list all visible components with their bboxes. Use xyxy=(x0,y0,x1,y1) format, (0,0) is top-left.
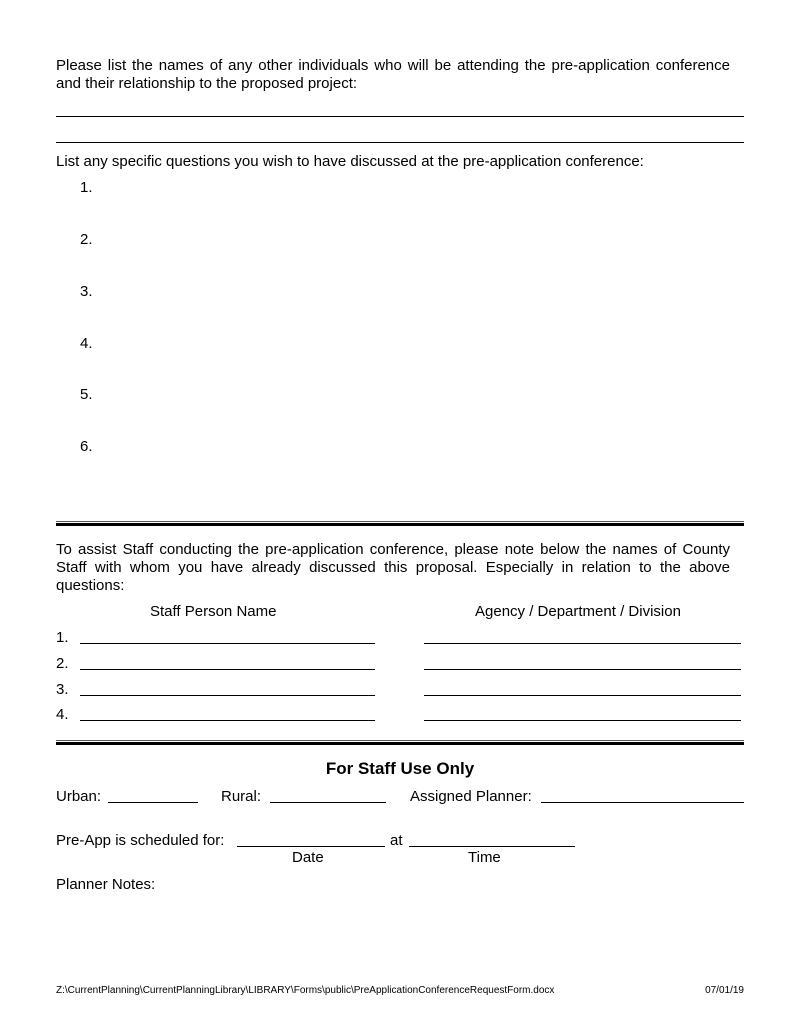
question-number-3: 3. xyxy=(80,283,93,300)
assigned-planner-label: Assigned Planner: xyxy=(410,788,532,805)
question-number-4: 4. xyxy=(80,335,93,352)
rural-field[interactable] xyxy=(270,802,386,803)
agency-field-2[interactable] xyxy=(424,669,741,670)
question-number-6: 6. xyxy=(80,438,93,455)
planner-notes-label: Planner Notes: xyxy=(56,876,156,893)
section-divider-2 xyxy=(56,740,744,745)
agency-field-1[interactable] xyxy=(424,643,741,644)
rural-label: Rural: xyxy=(221,788,262,805)
staff-name-field-1[interactable] xyxy=(80,643,375,644)
question-number-1: 1. xyxy=(80,179,93,196)
question-number-2: 2. xyxy=(80,231,93,248)
staff-row-number-1: 1. xyxy=(56,629,69,646)
assigned-planner-field[interactable] xyxy=(541,802,744,803)
staff-use-title: For Staff Use Only xyxy=(325,759,475,778)
question-number-5: 5. xyxy=(80,386,93,403)
staff-name-field-4[interactable] xyxy=(80,720,375,721)
attendees-line-1[interactable] xyxy=(56,116,744,117)
agency-field-4[interactable] xyxy=(424,720,741,721)
attendees-line-2[interactable] xyxy=(56,142,744,143)
urban-field[interactable] xyxy=(108,802,198,803)
staff-name-field-3[interactable] xyxy=(80,695,375,696)
footer-file-path: Z:\CurrentPlanning\CurrentPlanningLibrary\LIBRARY\Forms\public\PreApplicationConferenceRequestForm.docx xyxy=(56,985,555,996)
questions-prompt: List any specific questions you wish to have discussed at the pre-application conference: xyxy=(56,153,644,170)
staff-name-field-2[interactable] xyxy=(80,669,375,670)
time-caption: Time xyxy=(468,849,501,866)
staff-row-number-2: 2. xyxy=(56,655,69,672)
staff-row-number-4: 4. xyxy=(56,706,69,723)
footer-date: 07/01/19 xyxy=(705,985,744,996)
at-label: at xyxy=(390,832,403,849)
staff-row-number-3: 3. xyxy=(56,681,69,698)
col-header-agency: Agency / Department / Division xyxy=(475,603,681,620)
staff-prompt: To assist Staff conducting the pre-application conference, please note below the names of County Staff with whom you have already discussed this proposal. Especially in relation to the above questions: xyxy=(56,541,730,594)
date-caption: Date xyxy=(292,849,324,866)
section-divider xyxy=(56,521,744,526)
scheduled-label: Pre-App is scheduled for: xyxy=(56,832,225,849)
urban-label: Urban: xyxy=(56,788,102,805)
date-field[interactable] xyxy=(237,846,385,847)
agency-field-3[interactable] xyxy=(424,695,741,696)
attendees-prompt: Please list the names of any other individuals who will be attending the pre-application conference and their relationship to the proposed project: xyxy=(56,57,730,92)
col-header-staff-name: Staff Person Name xyxy=(150,603,277,620)
time-field[interactable] xyxy=(409,846,575,847)
